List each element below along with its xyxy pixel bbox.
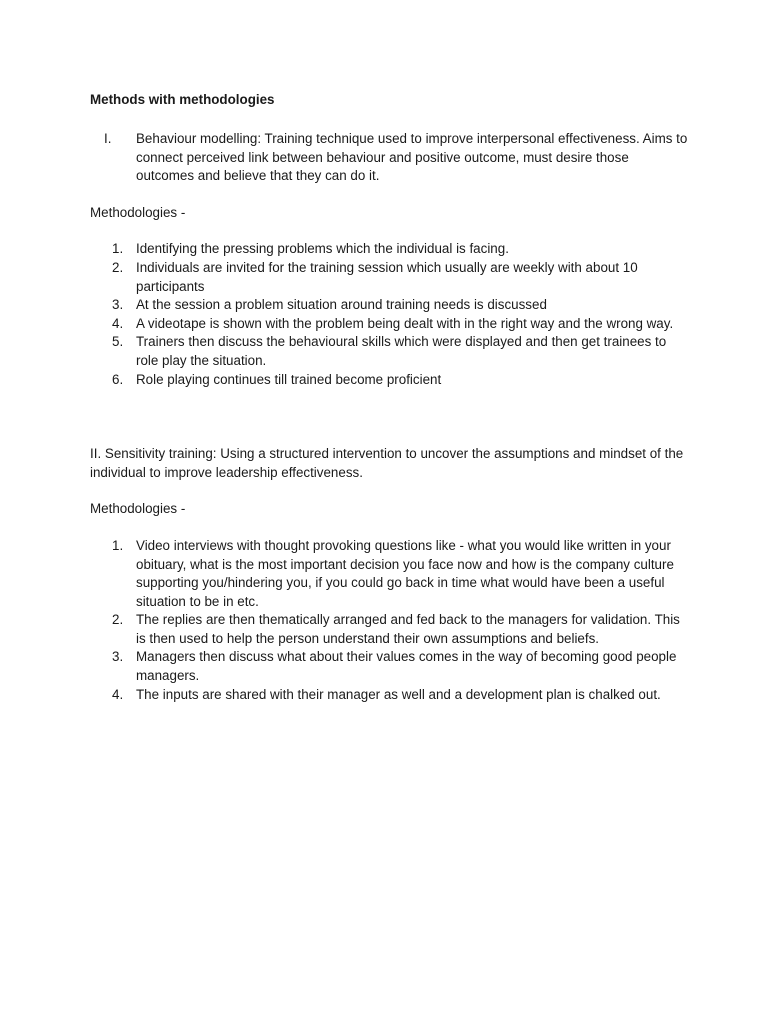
list-item-text: Role playing continues till trained become proficient [136,371,442,387]
section-1-text: Behaviour modelling: Training technique used to improve interpersonal effectiveness. Aims to connect perceived link between behaviour and positive outcome, must desire those outcomes and believe that they can do it. [136,131,688,184]
list-item [90,686,690,705]
list-item-text: Managers then discuss what about their values comes in the way of becoming good people managers. [136,649,677,684]
list-item [90,611,690,648]
list-item-text: At the session a problem situation around training needs is discussed [136,297,547,313]
list-number: 5. [112,334,124,350]
list-number: 3. [112,297,124,313]
list-item [90,537,690,611]
document-page [90,91,690,704]
list-item-text: Identifying the pressing problems which the individual is facing. [136,241,509,257]
list-number: 1. [112,241,124,257]
list-item-text: A videotape is shown with the problem being dealt with in the right way and the wrong way. [136,315,674,331]
section-2-text: II. Sensitivity training: Using a structured intervention to uncover the assumptions and mindset of the individual to improve leadership effectiveness. [90,446,684,480]
list-number: 4. [112,315,124,331]
list-number: 6. [112,371,124,387]
list-item-text: Video interviews with thought provoking questions like - what you would like written in your obituary, what is the most important decision you face now and how is the company culture supporting you/hindering you, if you could go back in time what would have been a useful situation to be in etc. [136,537,674,609]
list-item-text: The inputs are shared with their manager as well and a development plan is chalked out. [136,686,661,702]
list-number: 1. [112,537,124,553]
list-item [90,240,690,259]
methodologies-label-2: Methodologies - [90,501,186,517]
list-item [90,333,690,370]
list-item [90,296,690,315]
list-number: 4. [112,686,124,702]
list-number: 3. [112,649,124,665]
methodologies-label-1: Methodologies - [90,204,186,220]
document-title: Methods with methodologies [90,92,275,107]
list-number: 2. [112,259,124,275]
list-item [90,315,690,334]
list-item [90,259,690,296]
list-item-text: Trainers then discuss the behavioural skills which were displayed and then get trainees to role play the situation. [136,334,667,368]
list-item [90,371,690,390]
list-item-text: The replies are then thematically arranged and fed back to the managers for validation. This is then used to help the person understand their own assumptions and beliefs. [136,612,680,646]
list-item [90,648,690,685]
section-1-intro [90,130,690,186]
list-number: 2. [112,612,124,628]
list-item-text: Individuals are invited for the training session which usually are weekly with about 10 participants [136,259,638,294]
methodologies-list-1 [90,240,690,389]
roman-numeral-marker: I. [104,131,112,146]
methodologies-list-2 [90,537,690,704]
